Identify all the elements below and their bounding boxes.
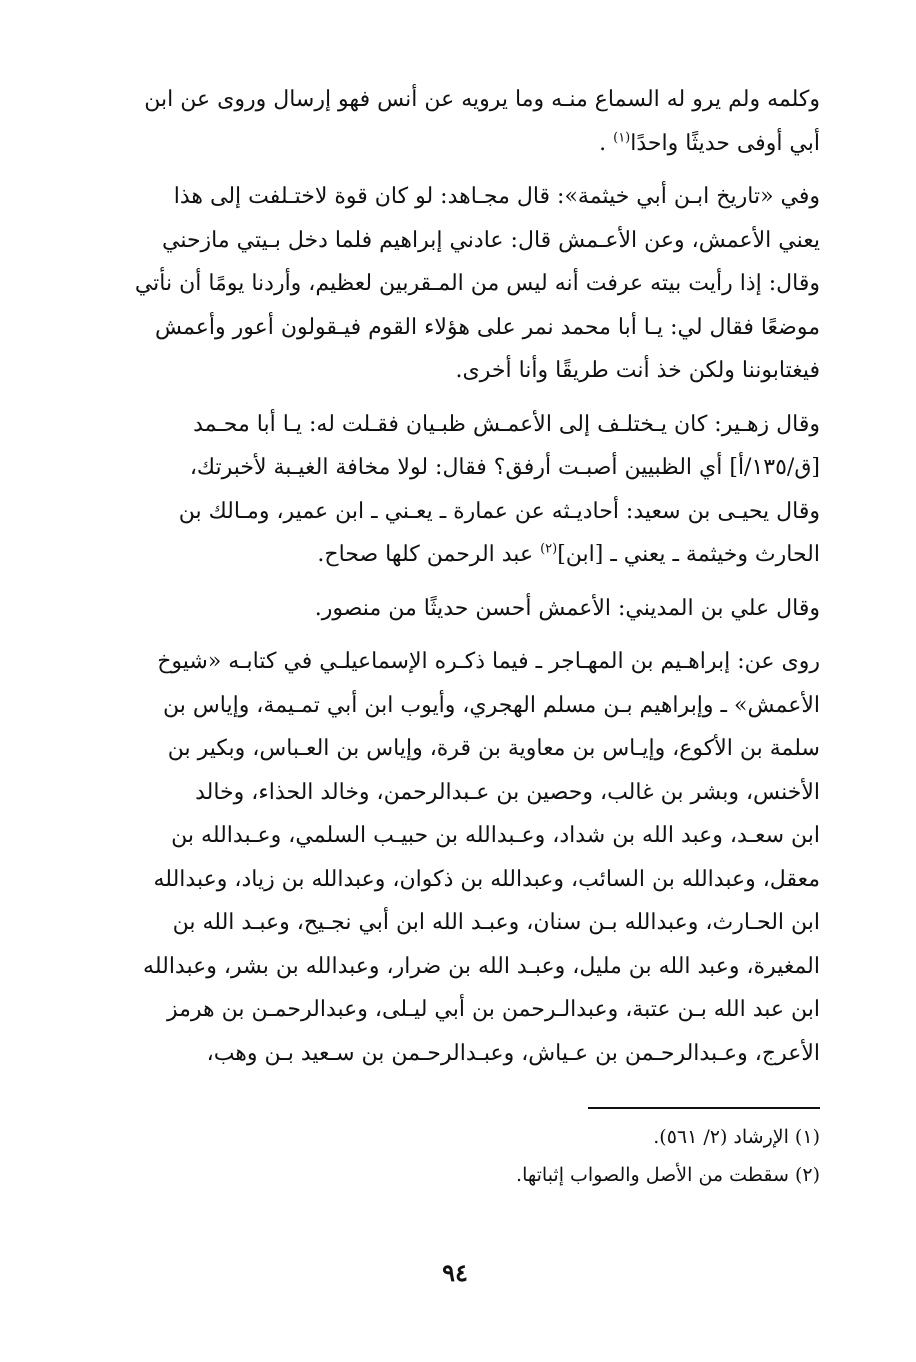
text-line: الأعمش» ـ وإبراهيم بـن مسلم الهجري، وأيوب ابن أبي تمـيمة، وإياس بن bbox=[163, 692, 820, 718]
footnote-marker-2[interactable]: (٢) bbox=[540, 541, 558, 557]
footnotes bbox=[90, 1118, 820, 1194]
text-line: وقال يحيـى بن سعيد: أحاديـثه عن عمارة ـ يعـني ـ ابن عمير، ومـالك بن bbox=[178, 498, 820, 524]
text-line: وقال زهـير: كان يـختلـف إلى الأعمـش ظبـيان فقـلت له: يـا أبا محـمد bbox=[193, 411, 820, 437]
footnote-marker-1[interactable]: (١) bbox=[613, 130, 631, 146]
text-line: وفي «تاريخ ابـن أبي خيثمة»: قال مجـاهد: لو كان قوة لاختـلفت إلى هذا bbox=[173, 184, 820, 209]
text-line: الأخنس، وبشر بن غالب، وحصين بن عـبدالرحمن، وخالد الحذاء، وخالد bbox=[195, 779, 820, 805]
text-line: المغيرة، وعبد الله بن مليل، وعبـد الله بن ضرار، وعبدالله بن بشر، وعبدالله bbox=[143, 953, 820, 979]
text-line: وكلمه ولم يرو له السماع منـه وما يرويه عن أنس فهو إرسال وروى عن ابن bbox=[144, 87, 820, 112]
text-line: فيغتابوننا ولكن خذ أنت طريقًا وأنا أخرى. bbox=[455, 358, 820, 383]
text-segment: عبد الرحمن كلها صحاح. bbox=[317, 542, 541, 567]
text-line: روى عن: إبراهـيم بن المهـاجر ـ فيما ذكـره الإسماعيلـي في كتابـه «شيوخ bbox=[157, 649, 820, 674]
paragraph-1 bbox=[90, 78, 820, 165]
paragraph-3 bbox=[90, 403, 820, 577]
footnote-1: (١) الإرشاد (٢/ ٥٦١). bbox=[653, 1126, 820, 1148]
paragraph-2 bbox=[90, 175, 820, 393]
text-line: الأعرج، وعـبدالرحـمن بن عـياش، وعبـدالرحـمن بن سـعيد بـن وهب، bbox=[206, 1040, 820, 1066]
text-line: موضعًا فقال لي: يـا أبا محمد نمر على هؤلاء القوم فيـقولون أعور وأعمش bbox=[154, 314, 820, 340]
footnote-divider bbox=[588, 1107, 820, 1109]
paragraph-4 bbox=[90, 587, 820, 631]
text-line: [ق/١٣٥/أ] أي الظبيين أصبـت أرفق؟ فقال: لولا مخافة الغيـبة لأخبرتك، bbox=[189, 455, 820, 480]
paragraph-5 bbox=[90, 640, 820, 1075]
text-line bbox=[90, 533, 820, 577]
text-line: سلمة بن الأكوع، وإيـاس بن معاوية بن قرة، وإياس بن العـباس، وبكير بن bbox=[167, 736, 820, 761]
text-segment: الحارث وخيثمة ـ يعني ـ [ابن] bbox=[557, 542, 820, 567]
text-segment: أبي أوفى حديثًا واحدًا bbox=[630, 130, 820, 156]
text-segment: . bbox=[599, 130, 614, 156]
text-line: وقال علي بن المديني: الأعمش أحسن حديثًا من منصور. bbox=[314, 595, 820, 621]
text-line: وقال: إذا رأيت بيته عرفت أنه ليس من المـقربين لعظيم، وأردنا يومًا أن نأتي bbox=[134, 271, 820, 296]
page-number: ٩٤ bbox=[442, 1258, 468, 1287]
text-line: ابن سعـد، وعبد الله بن شداد، وعـبدالله بن حبيـب السلمي، وعـبدالله بن bbox=[171, 823, 820, 848]
text-line: ابن عبد الله بـن عتبة، وعبدالـرحمن بن أبي ليـلى، وعبدالرحمـن بن هرمز bbox=[166, 997, 820, 1022]
footnote-2: (٢) سقطت من الأصل والصواب إثباتها. bbox=[516, 1164, 820, 1186]
book-page bbox=[90, 78, 820, 1287]
text-line: ابن الحـارث، وعبدالله بـن سنان، وعبـد الله ابن أبي نجـيح، وعبـد الله بن bbox=[172, 910, 820, 935]
text-line: يعني الأعمش، وعن الأعـمش قال: عادني إبراهيم فلما دخل بـيتي مازحني bbox=[161, 227, 820, 253]
text-line bbox=[90, 122, 820, 166]
text-line: معقل، وعبدالله بن السائب، وعبدالله بن ذكوان، وعبدالله بن زياد، وعبدالله bbox=[153, 866, 820, 892]
